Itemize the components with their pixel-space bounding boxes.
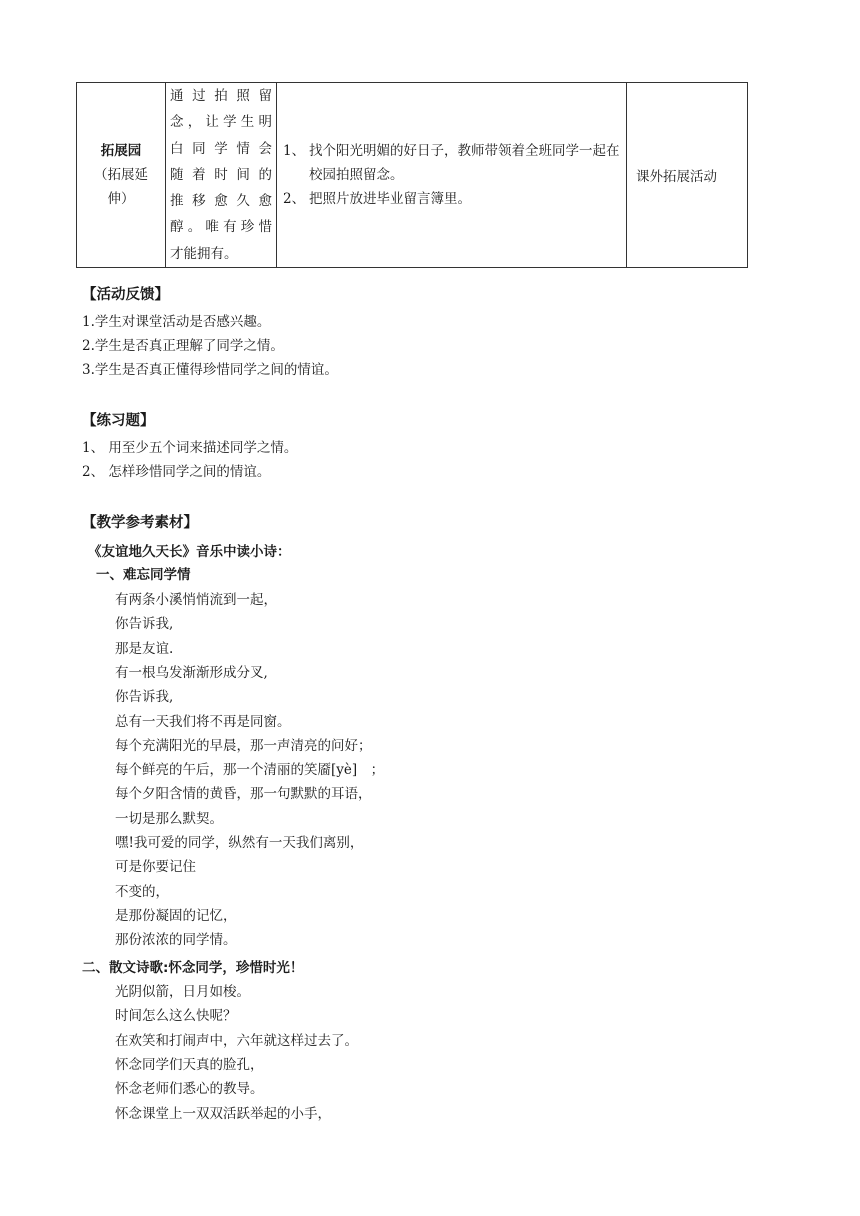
poem-line: 怀念课堂上一双双活跃举起的小手， — [115, 1105, 331, 1122]
poem-line: 那是友谊. — [115, 640, 174, 657]
item-number: 1、 — [283, 143, 306, 160]
goal-line: 推移愈久愈 — [170, 193, 272, 210]
goal-line: 念，让学生明 — [170, 114, 272, 131]
poem-line: 时间怎么这么快呢？ — [115, 1008, 237, 1025]
poem-line: 你告诉我, — [115, 689, 174, 706]
poem-line: 一切是那么默契。 — [115, 810, 223, 827]
activity-table — [76, 82, 748, 268]
section-heading: 二、散文诗歌:怀念同学，珍惜时光！ — [82, 960, 304, 976]
goal-line: 随着时间的 — [170, 166, 272, 183]
goal-line: 醇。唯有珍惜 — [170, 219, 272, 236]
list-item — [283, 139, 620, 187]
goal-line: 白同学情会 — [170, 140, 272, 157]
section-subtitle-cont: 伸） — [107, 191, 135, 208]
poem-line: 每个充满阳光的早晨，那一声清亮的问好； — [115, 737, 372, 754]
poem-line: 不变的， — [115, 883, 169, 900]
section-subtitle: （拓展延 — [94, 167, 148, 184]
poem-line: 在欢笑和打闹声中，六年就这样过去了。 — [115, 1032, 358, 1049]
item-text: 把照片放进毕业留言簿里。 — [309, 191, 471, 208]
poem-line: 有一根乌发渐渐形成分叉, — [115, 664, 268, 681]
poem-line: 你告诉我, — [115, 616, 174, 633]
exercise-heading: 【练习题】 — [82, 413, 155, 429]
poem-line: 每个夕阳含情的黄昏，那一句默默的耳语， — [115, 786, 372, 803]
poem-line: 每个鲜亮的午后，那一个清丽的笑靥[yè] ； — [115, 762, 385, 779]
poem-line: 光阴似箭，日月如梭。 — [115, 984, 250, 1000]
poem-line: 可是你要记住 — [115, 859, 196, 876]
poem-line: 怀念老师们悉心的教导。 — [115, 1081, 264, 1098]
table-cell-goal — [166, 83, 277, 268]
table-row — [77, 83, 748, 268]
table-cell-activities — [277, 83, 627, 268]
poem-line: 那份浓浓的同学情。 — [115, 932, 237, 949]
poem-line: 总有一天我们将不再是同窗。 — [115, 713, 291, 730]
reference-heading: 【教学参考素材】 — [82, 515, 198, 531]
poem-line: 嘿!我可爱的同学，纵然有一天我们离别， — [115, 835, 364, 851]
poem-line: 是那份凝固的记忆， — [115, 907, 237, 924]
feedback-item: 2.学生是否真正理解了同学之情。 — [82, 338, 284, 354]
feedback-heading: 【活动反馈】 — [82, 287, 169, 303]
feedback-item: 3.学生是否真正懂得珍惜同学之间的情谊。 — [82, 362, 338, 378]
poem-line: 有两条小溪悄悄流到一起， — [115, 592, 277, 608]
exercise-item: 1、 用至少五个词来描述同学之情。 — [82, 440, 298, 456]
item-text: 找个阳光明媚的好日子，教师带领着全班同学一起在校园拍照留念。 — [309, 143, 620, 184]
poem-line: 怀念同学们天真的脸孔， — [115, 1056, 264, 1073]
section-heading: 一、难忘同学情 — [96, 567, 191, 583]
goal-line: 才能拥有。 — [170, 245, 238, 262]
list-item — [283, 187, 620, 211]
section-title: 拓展园 — [100, 143, 142, 160]
exercise-item: 2、 怎样珍惜同学之间的情谊。 — [82, 464, 271, 480]
item-number: 2、 — [283, 191, 306, 208]
feedback-item: 1.学生对课堂活动是否感兴趣。 — [82, 314, 271, 330]
table-cell-type: 课外拓展活动 — [627, 83, 748, 268]
reference-intro: 《友谊地久天长》音乐中读小诗： — [88, 544, 291, 560]
goal-line: 通过拍照留 — [170, 88, 272, 104]
table-cell-section — [77, 83, 166, 268]
